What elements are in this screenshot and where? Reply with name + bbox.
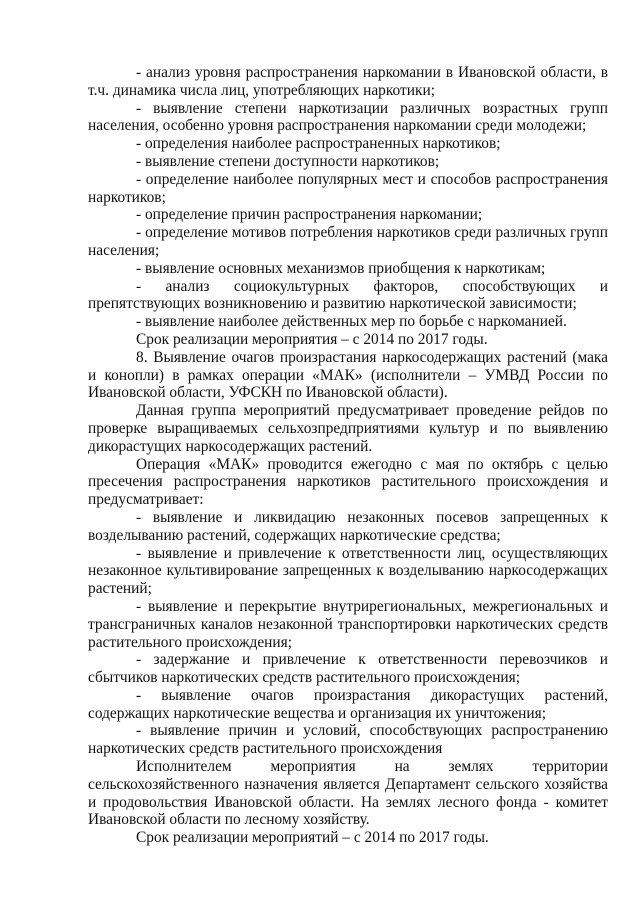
paragraph-9: - анализ социокультурных факторов, способствующих и препятствующих возникновению и развитию наркотической зависимости;	[88, 277, 608, 313]
paragraph-20: - выявление причин и условий, способствующих распространению наркотических средств растительного происхождения	[88, 722, 608, 758]
paragraph-5: - определение наиболее популярных мест и способов распространения наркотиков;	[88, 170, 608, 206]
paragraph-3: - определения наиболее распространенных наркотиков;	[136, 135, 501, 153]
document-page	[88, 64, 608, 847]
paragraph-2: - выявление степени наркотизации различных возрастных групп населения, особенно уровня распространения наркомании среди молодежи;	[88, 99, 608, 135]
paragraph-14: Операция «МАК» проводится ежегодно с мая по октябрь с целью пресечения распространения наркотиков растительного происхождения и предусматривает:	[88, 455, 608, 509]
paragraph-18: - задержание и привлечение к ответственности перевозчиков и сбытчиков наркотических средств растительного происхождения;	[88, 651, 608, 687]
paragraph-22: Срок реализации мероприятий – с 2014 по 2017 годы.	[136, 829, 489, 847]
paragraph-7: - определение мотивов потребления наркотиков среди различных групп населения;	[88, 224, 608, 259]
paragraph-12: 8. Выявление очагов произрастания наркосодержащих растений (мака и конопли) в рамках операции «МАК» (исполнители – УМВД России по Ивановской области, УФСКН по Ивановской области).	[88, 348, 608, 402]
paragraph-4: - выявление степени доступности наркотиков;	[136, 152, 440, 170]
paragraph-8: - выявление основных механизмов приобщения к наркотикам;	[136, 259, 546, 277]
paragraph-13: Данная группа мероприятий предусматривает проведение рейдов по проверке выращиваемых сельхозпредприятиями культур и по выявлению дикорастущих наркосодержащих растений.	[88, 402, 608, 455]
paragraph-15: - выявление и ликвидацию незаконных посевов запрещенных к возделыванию растений, содержащих наркотические средства;	[88, 508, 608, 544]
paragraph-16: - выявление и привлечение к ответственности лиц, осуществляющих незаконное культивирование запрещенных к возделыванию наркосодержащих растений;	[88, 544, 608, 598]
paragraph-1: - анализ уровня распространения наркомании в Ивановской области, в т.ч. динамика числа лиц, употребляющих наркотики;	[88, 64, 608, 99]
paragraph-17: - выявление и перекрытие внутрирегиональных, межрегиональных и трансграничных каналов незаконной транспортировки наркотических средств растительного происхождения;	[88, 597, 608, 651]
paragraph-11: Срок реализации мероприятия – с 2014 по 2017 годы.	[136, 330, 488, 348]
paragraph-10: - выявление наиболее действенных мер по борьбе с наркоманией.	[136, 313, 567, 331]
paragraph-21: Исполнителем мероприятия на землях территории сельскохозяйственного назначения является Департамент сельского хозяйства и продовольствия Ивановской области. На землях лесного фонда - комитет Ивановской области по лесному хозяйству.	[88, 758, 608, 829]
paragraph-6: - определение причин распространения наркомании;	[136, 206, 483, 224]
paragraph-19: - выявление очагов произрастания дикорастущих растений, содержащих наркотические вещества и организация их уничтожения;	[88, 686, 608, 722]
